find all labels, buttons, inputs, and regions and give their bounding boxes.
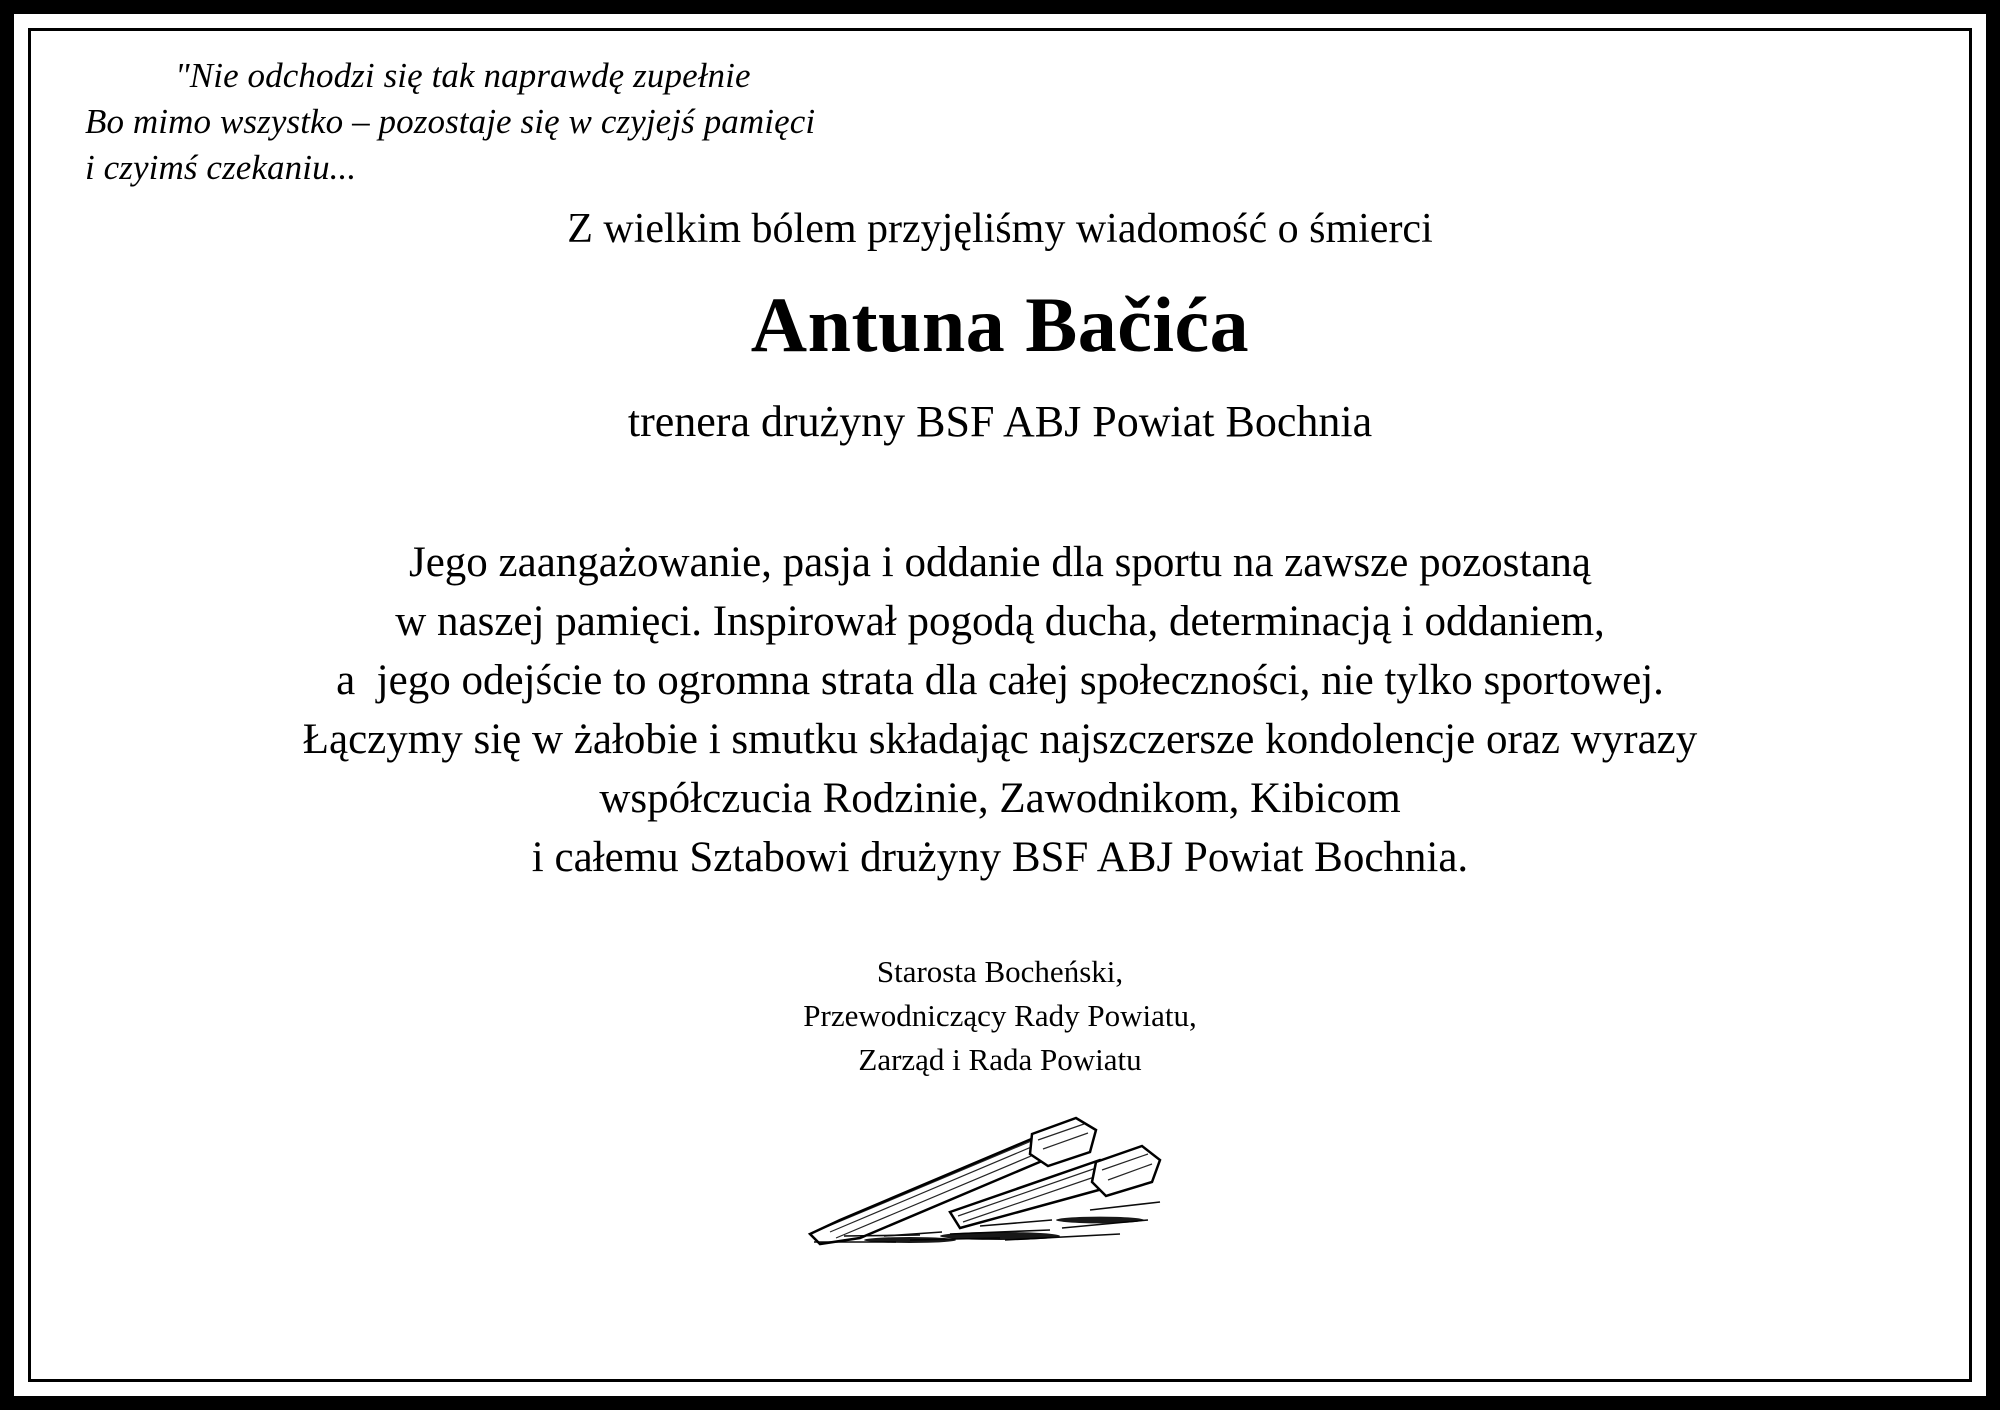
body-line-5: współczucia Rodzinie, Zawodnikom, Kibicom (599, 775, 1401, 823)
wooden-cross-icon (800, 1116, 1200, 1246)
condolence-body (71, 534, 1929, 887)
opening-verse (85, 53, 1929, 192)
signature-line-2: Przewodniczący Rady Powiatu, (803, 997, 1197, 1033)
body-line-2: w naszej pamięci. Inspirował pogodą ducha, determinacją i oddaniem, (395, 598, 1605, 646)
body-line-4: Łączymy się w żałobie i smutku składając najszczersze kondolencje oraz wyrazy (302, 716, 1698, 764)
emblem-area (71, 1116, 1929, 1246)
verse-line-3: i czyimś czekaniu... (85, 148, 357, 188)
signature-line-1: Starosta Bocheński, (876, 953, 1124, 989)
verse-line-2: Bo mimo wszystko – pozostaje się w czyjejś pamięci (85, 102, 816, 142)
deceased-role: trenera drużyny BSF ABJ Powiat Bochnia (627, 396, 1373, 446)
body-line-1: Jego zaangażowanie, pasja i oddanie dla sportu na zawsze pozostaną (408, 539, 1592, 587)
body-line-6: i całemu Sztabowi drużyny BSF ABJ Powiat Bochnia. (531, 833, 1469, 881)
deceased-name: Antuna Bačića (750, 280, 1250, 368)
notice-inner-border (28, 28, 1972, 1382)
verse-line-1: "Nie odchodzi się tak naprawdę zupełnie (175, 56, 751, 95)
body-line-3: a jego odejście to ogromna strata dla całej społeczności, nie tylko sportowej. (336, 657, 1664, 705)
notice-content (31, 31, 1969, 1379)
signature-line-3: Zarząd i Rada Powiatu (858, 1041, 1142, 1077)
signatories (71, 950, 1929, 1082)
announcement-lead: Z wielkim bólem przyjęliśmy wiadomość o śmierci (567, 205, 1433, 252)
